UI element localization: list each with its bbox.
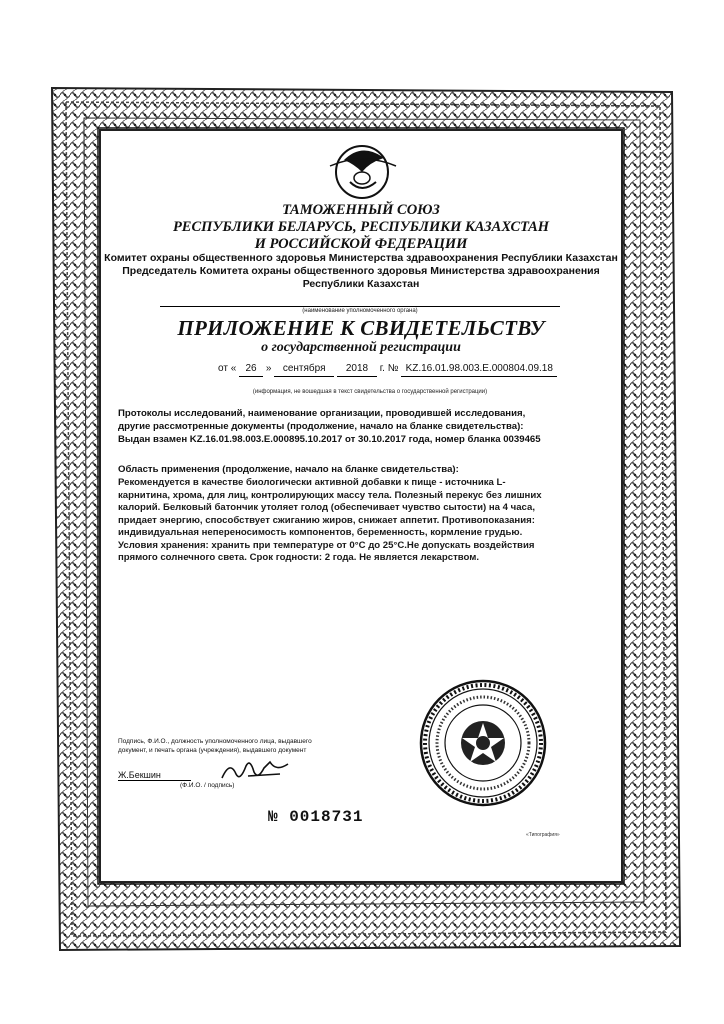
date-day: 26: [239, 362, 263, 377]
signer-caption: (Ф.И.О. / подпись): [180, 782, 235, 789]
official-seal-icon: [418, 678, 548, 808]
date-close-quote: »: [265, 363, 272, 374]
date-year: 2018: [337, 362, 377, 377]
signer-name: Ж.Бекшин: [118, 770, 191, 781]
protocols-text: Выдан взамен KZ.16.01.98.003.E.000895.10.2017 от 30.10.2017 года, номер бланка 0039465: [118, 434, 541, 445]
committee-line2: Председатель Комитета охраны общественного здоровья Министерства здравоохранения: [122, 265, 600, 277]
document-content: [100, 130, 622, 882]
date-line: [218, 362, 557, 377]
blank-serial-number: № 0018731: [268, 808, 364, 826]
committee-line1: Комитет охраны общественного здоровья Министерства здравоохранения Республики Казахстан: [104, 252, 618, 264]
committee-line3: Республики Казахстан: [302, 278, 420, 290]
customs-union-emblem-icon: [310, 138, 414, 204]
date-line-caption: (информация, не вошедшая в текст свидетельства о государственной регистрации): [252, 389, 488, 395]
handwritten-signature-icon: [218, 754, 298, 784]
signature-caption: Подпись, Ф.И.О., должность уполномоченного лица, выдавшего документ, и печать органа (учреждения), выдавшего документ: [118, 738, 312, 754]
union-title-line3: И РОССИЙСКОЙ ФЕДЕРАЦИИ: [254, 236, 468, 252]
document-title: ПРИЛОЖЕНИЕ К СВИДЕТЕЛЬСТВУ: [177, 316, 545, 340]
protocols-heading: Протоколы исследований, наименование организации, проводившей исследования, другие рассмотренные документы (продолжение, начало на бланке свидетельства):: [118, 408, 526, 432]
date-prefix: от «: [218, 363, 237, 374]
printer-note: «Типография»: [526, 832, 560, 838]
scope-text: Рекомендуется в качестве биологически активной добавки к пище - источника L-карнитина, хрома, для лиц, контролирующих массу тела. Полезный перекус без лишних калорий. Белковый батончик утоляет голод (обеспечивает чувство сытости) на 4 часа, придает энергию, способствует сжиганию жиров, снижает аппетит. Противопоказания: индивидуальная непереносимость компонентов, беременность, кормление грудью. Условия хранения: хранить при температуре от 0°С до 25°С.Не допускать воздействия прямого солнечного света. Срок годности: 2 года. Не является лекарством.: [118, 477, 542, 563]
union-title-line1: ТАМОЖЕННЫЙ СОЮЗ: [282, 202, 440, 218]
date-year-suffix: г. №: [379, 363, 399, 374]
document-subtitle: о государственной регистрации: [261, 340, 461, 355]
registration-number: KZ.16.01.98.003.E.000804.09.18: [401, 362, 557, 377]
union-title-line2: РЕСПУБЛИКИ БЕЛАРУСЬ, РЕСПУБЛИКИ КАЗАХСТАН: [172, 219, 550, 235]
date-month: сентября: [274, 362, 334, 377]
scope-heading: Область применения (продолжение, начало на бланке свидетельства):: [118, 464, 459, 475]
authority-caption: (наименование уполномоченного органа): [160, 306, 560, 315]
